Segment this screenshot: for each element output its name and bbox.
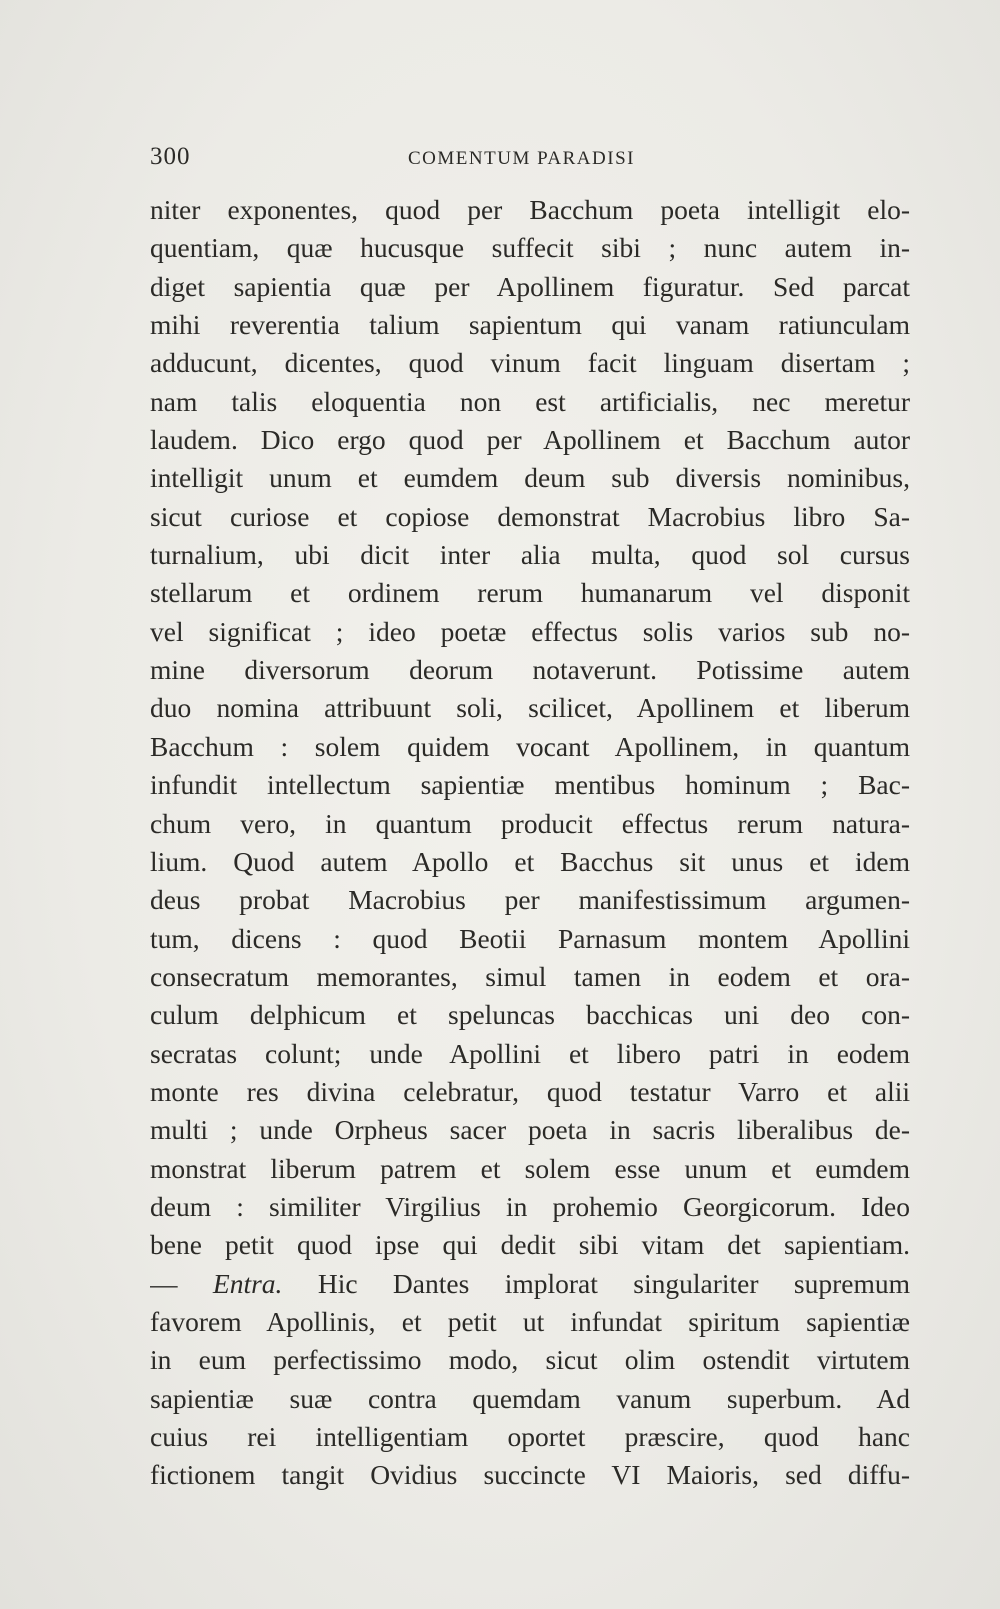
text-line: in eum perfectissimo modo, sicut olim ostendit virtutem bbox=[150, 1344, 910, 1376]
running-title: COMENTUM PARADISI bbox=[408, 148, 635, 169]
text-line: quentiam, quæ hucusque suffecit sibi ; nunc autem in- bbox=[150, 232, 910, 264]
text-line: sapientiæ suæ contra quemdam vanum superbum. Ad bbox=[150, 1382, 910, 1414]
text-line: nam talis eloquentia non est artificialis, nec meretur bbox=[150, 385, 910, 417]
body-text bbox=[150, 191, 910, 1495]
text-line: monstrat liberum patrem et solem esse unum et eumdem bbox=[150, 1152, 910, 1184]
text-line: infundit intellectum sapientiæ mentibus hominum ; Bac- bbox=[150, 769, 910, 801]
text-line: favorem Apollinis, et petit ut infundat spiritum sapientiæ bbox=[150, 1305, 910, 1337]
text-line: Bacchum : solem quidem vocant Apollinem, in quantum bbox=[150, 730, 910, 762]
text-line: mine diversorum deorum notaverunt. Potissime autem bbox=[150, 654, 910, 686]
text-line: stellarum et ordinem rerum humanarum vel disponit bbox=[150, 577, 910, 609]
text-line: culum delphicum et speluncas bacchicas uni deo con- bbox=[150, 999, 910, 1031]
text-line: niter exponentes, quod per Bacchum poeta intelligit elo- bbox=[150, 194, 910, 225]
text-line-entra bbox=[150, 1265, 910, 1303]
text-line: turnalium, ubi dicit inter alia multa, quod sol cursus bbox=[150, 539, 910, 571]
text-line: chum vero, in quantum producit effectus rerum natura- bbox=[150, 807, 910, 839]
text-line: bene petit quod ipse qui dedit sibi vitam det sapientiam. bbox=[150, 1229, 910, 1261]
text-line: adducunt, dicentes, quod vinum facit linguam disertam ; bbox=[150, 347, 910, 379]
text-line: vel significat ; ideo poetæ effectus solis varios sub no- bbox=[150, 615, 910, 647]
text-line: deum : similiter Virgilius in prohemio Georgicorum. Ideo bbox=[150, 1190, 910, 1222]
text-line: mihi reverentia talium sapientum qui vanam ratiunculam bbox=[150, 309, 910, 341]
text-line: monte res divina celebratur, quod testatur Varro et alii bbox=[150, 1075, 910, 1107]
text-line: consecratum memorantes, simul tamen in eodem et ora- bbox=[150, 960, 910, 992]
text-line: cuius rei intelligentiam oportet præscire, quod hanc bbox=[150, 1421, 910, 1452]
text-line: diget sapientia quæ per Apollinem figuratur. Sed parcat bbox=[150, 270, 910, 302]
text-line: laudem. Dico ergo quod per Apollinem et Bacchum autor bbox=[150, 424, 910, 456]
text-line: multi ; unde Orpheus sacer poeta in sacris liberalibus de- bbox=[150, 1114, 910, 1146]
text-line: intelligit unum et eumdem deum sub diversis nominibus, bbox=[150, 462, 910, 494]
text-line: duo nomina attribuunt soli, scilicet, Apollinem et liberum bbox=[150, 692, 910, 724]
lemma-rest: Hic Dantes implorat singulariter supremum bbox=[317, 1267, 910, 1299]
page-header bbox=[150, 143, 910, 177]
page-number: 300 bbox=[150, 143, 191, 170]
text-line: fictionem tangit Ovidius succincte VI Maioris, sed diffu- bbox=[150, 1459, 910, 1491]
lemma-italic: Entra. bbox=[212, 1267, 283, 1299]
em-dash: — bbox=[150, 1267, 178, 1299]
text-line: secratas colunt; unde Apollini et libero patri in eodem bbox=[150, 1037, 910, 1069]
text-line: sicut curiose et copiose demonstrat Macrobius libro Sa- bbox=[150, 500, 910, 532]
text-line: deus probat Macrobius per manifestissimum argumen- bbox=[150, 884, 910, 916]
text-line: lium. Quod autem Apollo et Bacchus sit unus et idem bbox=[150, 845, 910, 877]
text-line: tum, dicens : quod Beotii Parnasum montem Apollini bbox=[150, 922, 910, 954]
